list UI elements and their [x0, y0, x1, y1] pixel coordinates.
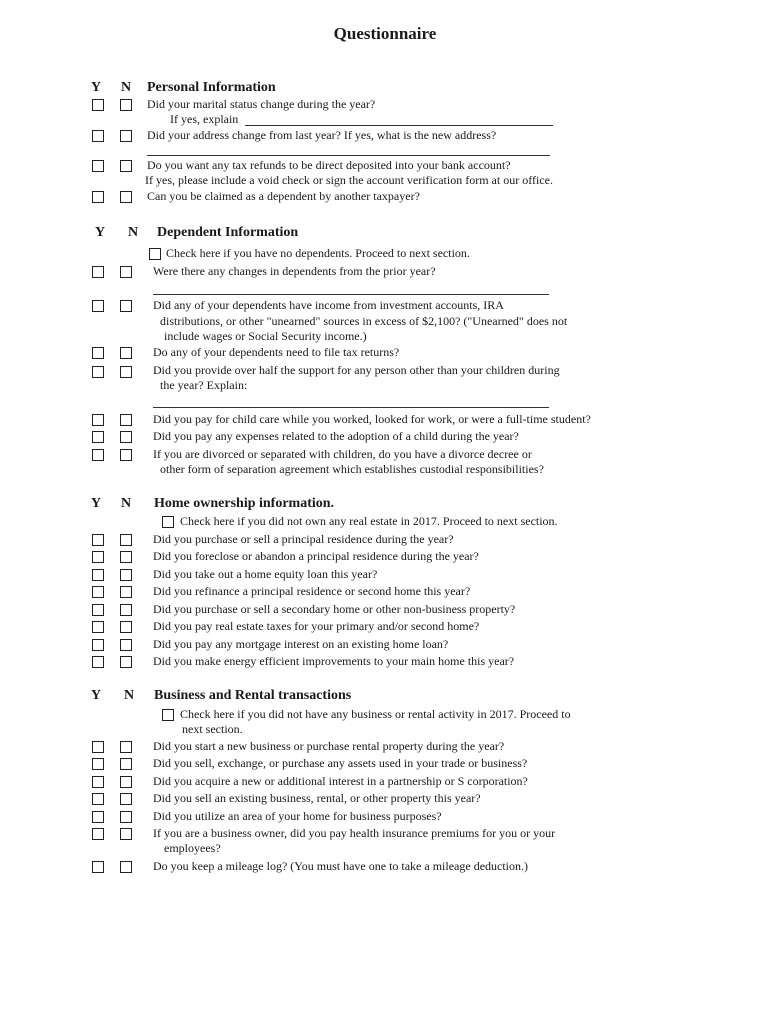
- checkbox-no[interactable]: [120, 861, 132, 873]
- question-address-change: Did your address change from last year? If yes, what is the new address?: [147, 128, 497, 142]
- question-home: Did you purchase or sell a principal residence during the year?: [153, 532, 454, 546]
- checkbox-no[interactable]: [120, 741, 132, 753]
- checkbox-yes[interactable]: [92, 776, 104, 788]
- checkbox-yes[interactable]: [92, 741, 104, 753]
- checkbox-yes[interactable]: [92, 586, 104, 598]
- question-home: Did you purchase or sell a secondary home or other non-business property?: [153, 602, 516, 616]
- no-business-label: Check here if you did not have any business or rental activity in 2017. Proceed to: [180, 707, 571, 721]
- checkbox-no[interactable]: [120, 366, 132, 378]
- yes-column-label: Y: [95, 225, 106, 240]
- address-answer-line[interactable]: [147, 155, 550, 156]
- no-dependents-label: Check here if you have no dependents. Proceed to next section.: [166, 246, 470, 260]
- checkbox-yes[interactable]: [92, 266, 104, 278]
- checkbox-no[interactable]: [120, 534, 132, 546]
- checkbox-no[interactable]: [120, 586, 132, 598]
- question-home: Did you refinance a principal residence or second home this year?: [153, 584, 471, 598]
- question-health-insurance: If you are a business owner, did you pay health insurance premiums for you or your: [153, 826, 556, 840]
- yes-column-label: Y: [91, 80, 102, 95]
- checkbox-yes[interactable]: [92, 621, 104, 633]
- section-heading-personal: Personal Information: [147, 80, 276, 95]
- checkbox-yes[interactable]: [92, 811, 104, 823]
- checkbox-no[interactable]: [120, 758, 132, 770]
- page-title: Questionnaire: [333, 24, 437, 43]
- question-home: Did you make energy efficient improvements to your main home this year?: [153, 654, 515, 668]
- no-column-label: N: [124, 688, 135, 703]
- checkbox-no[interactable]: [120, 569, 132, 581]
- question-mileage-log: Do you keep a mileage log? (You must have one to take a mileage deduction.): [153, 859, 529, 873]
- checkbox-yes[interactable]: [92, 449, 104, 461]
- checkbox-yes[interactable]: [92, 828, 104, 840]
- question-claimed-dependent: Can you be claimed as a dependent by another taxpayer?: [147, 189, 420, 203]
- question-health-insurance-cont: employees?: [164, 841, 221, 855]
- checkbox-no[interactable]: [120, 828, 132, 840]
- checkbox-yes[interactable]: [92, 130, 104, 142]
- section-heading-dependent: Dependent Information: [157, 225, 299, 240]
- question-home: Did you take out a home equity loan this year?: [153, 567, 378, 581]
- checkbox-no[interactable]: [120, 793, 132, 805]
- checkbox-no[interactable]: [120, 431, 132, 443]
- checkbox-no[interactable]: [120, 656, 132, 668]
- question-dependent-income-cont: include wages or Social Security income.): [164, 329, 367, 343]
- question-business: Did you utilize an area of your home for business purposes?: [153, 809, 442, 823]
- question-business: Did you sell, exchange, or purchase any assets used in your trade or business?: [153, 756, 528, 770]
- checkbox-no[interactable]: [120, 776, 132, 788]
- checkbox-yes[interactable]: [92, 414, 104, 426]
- checkbox-yes[interactable]: [92, 534, 104, 546]
- checkbox-yes[interactable]: [92, 758, 104, 770]
- checkbox-no[interactable]: [120, 449, 132, 461]
- checkbox-yes[interactable]: [92, 347, 104, 359]
- question-support-other: Did you provide over half the support for any person other than your children during: [153, 363, 560, 377]
- support-explain-answer-line[interactable]: [153, 407, 549, 408]
- question-dependent-income-cont: distributions, or other "unearned" sources in excess of $2,100? ("Unearned" does not: [160, 314, 568, 328]
- question-marital-status: Did your marital status change during the year?: [147, 97, 376, 111]
- question-dependent-changes: Were there any changes in dependents from the prior year?: [153, 264, 436, 278]
- question-home: Did you foreclose or abandon a principal residence during the year?: [153, 549, 479, 563]
- question-support-other-cont: the year? Explain:: [160, 378, 248, 392]
- checkbox-no[interactable]: [120, 604, 132, 616]
- checkbox-no[interactable]: [120, 191, 132, 203]
- checkbox-no-real-estate[interactable]: [162, 516, 174, 528]
- checkbox-yes[interactable]: [92, 569, 104, 581]
- checkbox-no[interactable]: [120, 130, 132, 142]
- no-column-label: N: [121, 496, 132, 511]
- checkbox-no[interactable]: [120, 621, 132, 633]
- checkbox-no[interactable]: [120, 347, 132, 359]
- question-direct-deposit: Do you want any tax refunds to be direct deposited into your bank account?: [147, 158, 511, 172]
- checkbox-yes[interactable]: [92, 160, 104, 172]
- checkbox-no[interactable]: [120, 414, 132, 426]
- checkbox-yes[interactable]: [92, 431, 104, 443]
- checkbox-no[interactable]: [120, 99, 132, 111]
- checkbox-no[interactable]: [120, 300, 132, 312]
- yes-column-label: Y: [91, 496, 102, 511]
- checkbox-yes[interactable]: [92, 656, 104, 668]
- no-business-label-cont: next section.: [182, 722, 243, 736]
- section-heading-business: Business and Rental transactions: [154, 688, 352, 703]
- checkbox-no-dependents[interactable]: [149, 248, 161, 260]
- checkbox-yes[interactable]: [92, 639, 104, 651]
- question-dependent-income: Did any of your dependents have income from investment accounts, IRA: [153, 298, 504, 312]
- checkbox-yes[interactable]: [92, 366, 104, 378]
- checkbox-yes[interactable]: [92, 604, 104, 616]
- explain-label: If yes, explain: [170, 112, 239, 126]
- question-home: Did you pay any mortgage interest on an existing home loan?: [153, 637, 449, 651]
- checkbox-yes[interactable]: [92, 300, 104, 312]
- question-divorce-decree: If you are divorced or separated with children, do you have a divorce decree or: [153, 447, 532, 461]
- direct-deposit-note: If yes, please include a void check or sign the account verification form at our office.: [145, 173, 553, 187]
- explain-answer-line[interactable]: [245, 125, 553, 126]
- dependent-changes-answer-line[interactable]: [153, 294, 549, 295]
- checkbox-yes[interactable]: [92, 191, 104, 203]
- question-business: Did you sell an existing business, rental, or other property this year?: [153, 791, 481, 805]
- question-business: Did you start a new business or purchase rental property during the year?: [153, 739, 505, 753]
- no-real-estate-label: Check here if you did not own any real estate in 2017. Proceed to next section.: [180, 514, 558, 528]
- question-divorce-decree-cont: other form of separation agreement which establishes custodial responsibilities?: [160, 462, 544, 476]
- question-child-care: Did you pay for child care while you worked, looked for work, or were a full-time student?: [153, 412, 591, 426]
- checkbox-no[interactable]: [120, 266, 132, 278]
- section-heading-home: Home ownership information.: [154, 496, 335, 511]
- checkbox-yes[interactable]: [92, 793, 104, 805]
- yes-column-label: Y: [91, 688, 102, 703]
- question-business: Did you acquire a new or additional interest in a partnership or S corporation?: [153, 774, 528, 788]
- no-column-label: N: [121, 80, 132, 95]
- checkbox-no-business[interactable]: [162, 709, 174, 721]
- checkbox-no[interactable]: [120, 639, 132, 651]
- checkbox-yes[interactable]: [92, 99, 104, 111]
- question-dependent-returns: Do any of your dependents need to file tax returns?: [153, 345, 400, 359]
- checkbox-no[interactable]: [120, 551, 132, 563]
- question-adoption: Did you pay any expenses related to the adoption of a child during the year?: [153, 429, 519, 443]
- checkbox-yes[interactable]: [92, 861, 104, 873]
- checkbox-no[interactable]: [120, 160, 132, 172]
- no-column-label: N: [128, 225, 139, 240]
- checkbox-no[interactable]: [120, 811, 132, 823]
- question-home: Did you pay real estate taxes for your primary and/or second home?: [153, 619, 480, 633]
- checkbox-yes[interactable]: [92, 551, 104, 563]
